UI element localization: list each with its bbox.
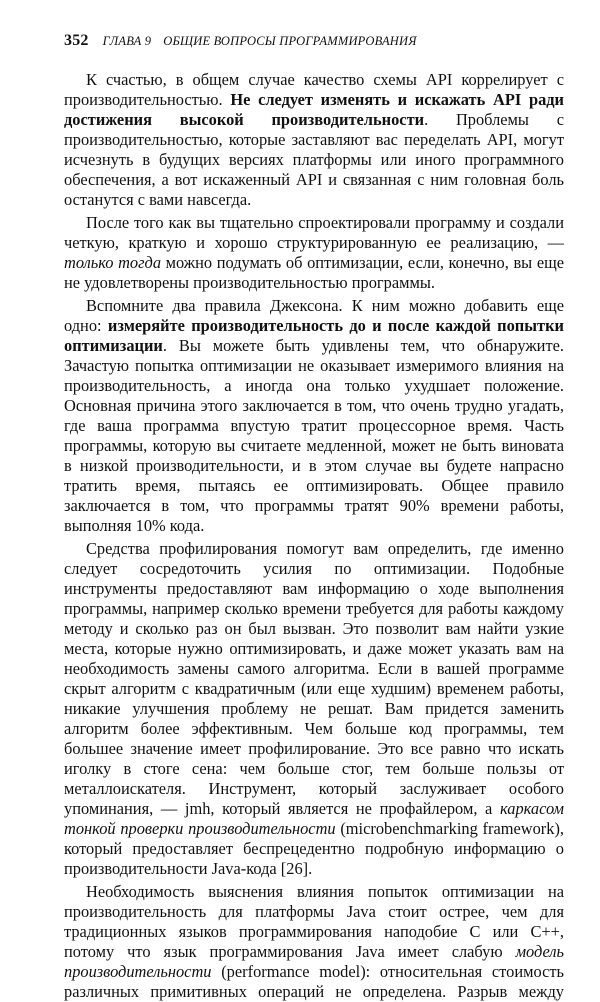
paragraph: После того как вы тщательно спроектировали программу и создали четкую, краткую и хорошо структурированную ее реализацию, — только тогда можно подумать об оптимизации, если, конечно, вы еще не удовлетворены производительностью программы.: [64, 213, 564, 292]
emphasis-bold: Не следует изменять и искажать API ради достижения высокой производительности: [64, 90, 564, 129]
emphasis-italic: модель производительности: [64, 942, 564, 981]
paragraph: Средства профилирования помогут вам определить, где именно следует сосредоточить усилия по оптимизации. Подобные инструменты предоставляют вам информацию о ходе выполнения программы, например сколько времени требуется для работы каждому методу и сколько раз он был вызван. Это позволит вам найти узкие места, которые нужно оптимизировать, и даже может указать вам на необходимость замены самого алгоритма. Если в вашей программе скрыт алгоритм с квадратичным (или еще худшим) временем работы, никакие улучшения проблему не решат. Вам придется заменить алгоритм более эффективным. Чем больше код программы, тем большее значение имеет профилирование. Это все равно что искать иголку в стоге сена: чем больше стог, тем больше пользы от металлоискателя. Инструмент, который заслуживает особого упоминания, — jmh, который является не профайлером, а каркасом тонкой проверки производительности (microbenchmarking framework), который предоставляет беспрецедентно подробную информацию о производительности Java-кода [26].: [64, 539, 564, 878]
emphasis-italic: только тогда: [64, 253, 162, 272]
emphasis-bold: измеряйте производительность до и после каждой попытки оптимизации: [64, 316, 564, 355]
paragraph: Необходимость выяснения влияния попыток оптимизации на производительность для платформы Java стоит острее, чем для традиционных языков программирования наподобие C или C++, потому что язык программирования Java имеет слабую модель производительности (performance model): относительная стоимость различных примитивных операций не определена. Разрыв между: [64, 882, 564, 1001]
body-text: [64, 70, 564, 1002]
page-number: 352: [64, 32, 89, 49]
paragraph: К счастью, в общем случае качество схемы API коррелирует с производительностью. Не следует изменять и искажать API ради достижения высокой производительности. Проблемы с производительностью, которые заставляют вас переделать API, могут исчезнуть в будущих версиях платформы или иного программного обеспечения, а вот искаженный API и связанная с ним головная боль останутся с вами навсегда.: [64, 70, 564, 209]
paragraph: Вспомните два правила Джексона. К ним можно добавить еще одно: измеряйте производительность до и после каждой попытки оптимизации. Вы можете быть удивлены тем, что обнаружите. Зачастую попытка оптимизации не оказывает измеримого влияния на производительность, а иногда она только ухудшает положение. Основная причина этого заключается в том, что очень трудно угадать, где ваша программа впустую тратит процессорное время. Часть программы, которую вы считаете медленной, может не быть виновата в низкой производительности, и в этом случае вы будете напрасно тратить время, пытаясь ее оптимизировать. Общее правило заключается в том, что программы тратят 90% времени работы, выполняя 10% кода.: [64, 296, 564, 535]
chapter-label: ГЛАВА 9: [102, 34, 152, 48]
running-head: [64, 32, 564, 50]
chapter-title: ОБЩИЕ ВОПРОСЫ ПРОГРАММИРОВАНИЯ: [163, 34, 417, 48]
emphasis-italic: каркасом тонкой проверки производительности: [64, 799, 564, 838]
